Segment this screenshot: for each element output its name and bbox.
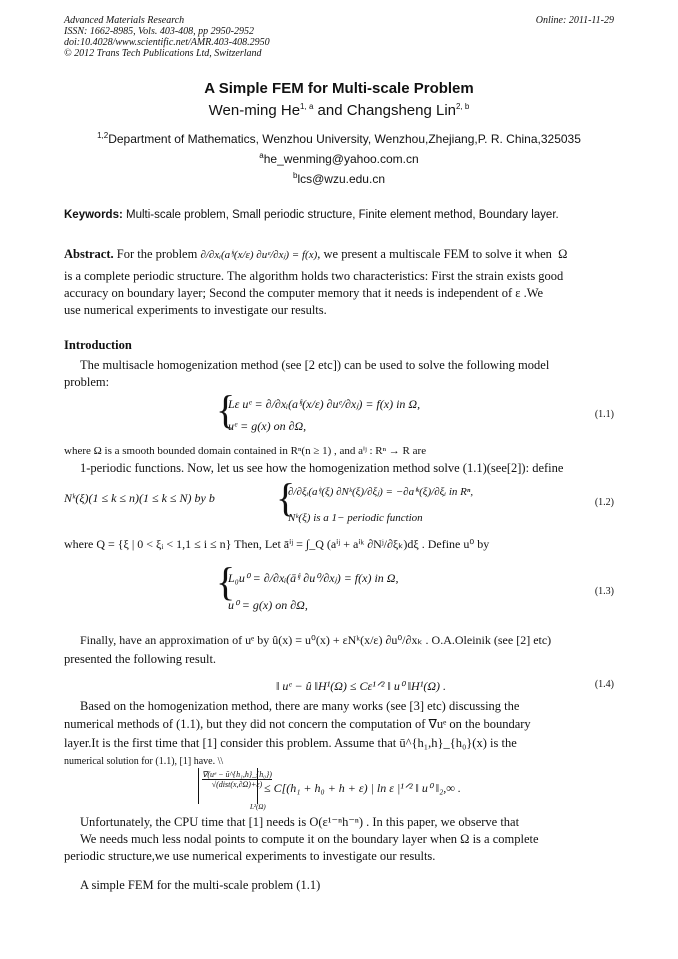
affiliation [0, 131, 678, 146]
intro-p5-line-3: periodic structure,we use numerical experiments to investigate our results. [64, 849, 436, 863]
intro-p1-line-2: problem: [64, 375, 110, 389]
equation-norm-fraction [202, 770, 272, 789]
author-line [0, 102, 678, 119]
intro-p4-line-4: numerical solution for (1.1), [1] have. \\ [64, 756, 224, 767]
equation-norm-numerator: ∇(uᵉ − ū^{h₁,h}_{h₀}) [202, 770, 272, 779]
journal-doi: doi:10.4028/www.scientific.net/AMR.403-408.2950 [64, 37, 270, 48]
abstract-equation: ∂/∂xᵢ(aⁱʲ(x/ε) ∂uᵉ/∂xⱼ) = f(x) [200, 249, 318, 261]
intro-p4-line-2: numerical methods of (1.1), but they did not concern the computation of ∇uᵉ on the boundary [64, 717, 531, 731]
intro-p6: A simple FEM for the multi-scale problem (1.1) [80, 878, 321, 892]
keywords-text: Multi-scale problem, Small periodic structure, Finite element method, Boundary layer. [122, 209, 559, 221]
email-b-sup: b [292, 171, 298, 180]
journal-copyright: © 2012 Trans Tech Publications Ltd, Switzerland [64, 48, 262, 59]
intro-p2-line-1: 1-periodic functions. Now, let us see how the homogenization method solve (1.1)(see[2]): define [80, 461, 564, 475]
equation-1-4: ‖ uᵉ − û ‖H¹(Ω) ≤ Cε¹ᐟ² ‖ u⁰ ‖H¹(Ω) . [276, 679, 446, 693]
author-2-sup: 2, b [456, 102, 470, 111]
email-b-link[interactable]: lcs@wzu.edu.cn [297, 172, 385, 186]
author-1: Wen-ming He [208, 102, 301, 119]
equation-1-3-line-a: L₀u⁰ = ∂/∂xᵢ(āⁱʲ ∂u⁰/∂xⱼ) = f(x) in Ω, [228, 571, 399, 585]
intro-p5-line-2: We needs much less nodal points to compute it on the boundary layer when Ω is a complete [80, 832, 539, 846]
affiliation-text: Department of Mathematics, Wenzhou University, Wenzhou,Zhejiang,P. R. China,325035 [108, 132, 581, 146]
abstract-label: Abstract. [64, 247, 114, 261]
abstract-line-4: use numerical experiments to investigate our results. [64, 303, 327, 317]
email-b [0, 171, 678, 186]
email-a [0, 151, 678, 166]
section-heading-introduction: Introduction [64, 338, 132, 352]
journal-issn: ISSN: 1662-8985, Vols. 403-408, pp 2950-2952 [64, 26, 254, 37]
email-a-sup: a [259, 151, 264, 160]
equation-brace-1-2: { [276, 475, 296, 520]
abstract-line-2: is a complete periodic structure. The algorithm holds two characteristics: First the strain exists good [64, 269, 564, 283]
abstract-line-3: accuracy on boundary layer; Second the computer memory that it needs is independent of ε .We [64, 286, 544, 300]
abstract-post: , we present a multiscale FEM to solve it when Ω [317, 247, 568, 261]
keywords-label: Keywords: [64, 209, 123, 221]
equation-number-1-4: (1.4) [594, 679, 614, 690]
equation-1-2-line-b: Nᵏ(ξ) is a 1− periodic function [288, 512, 423, 524]
intro-p3-line-1: Finally, have an approximation of uᵉ by û(x) = u⁰(x) + εNᵏ(x/ε) ∂u⁰/∂xₖ . O.A.Oleinik (see [2] etc) [80, 633, 552, 647]
equation-brace-1-1: { [216, 387, 236, 432]
abstract-pre: For the problem [113, 247, 201, 261]
intro-p4-line-3: layer.It is the first time that [1] consider this problem. Assume that ū^{h₁,h}_{h₀}(x) is the [64, 736, 517, 750]
journal-name: Advanced Materials Research [64, 15, 185, 26]
online-date: Online: 2011-11-29 [535, 15, 614, 26]
email-a-link[interactable]: he_wenming@yahoo.com.cn [263, 152, 419, 166]
equation-number-1-2: (1.2) [594, 497, 614, 508]
equation-number-1-3: (1.3) [594, 586, 614, 597]
equation-1-1-line-b: uᵉ = g(x) on ∂Ω, [228, 419, 307, 433]
equation-1-1-line-a: Lε uᵉ = ∂/∂xᵢ(aⁱʲ(x/ε) ∂uᵉ/∂xⱼ) = f(x) in Ω, [228, 397, 421, 411]
keywords [64, 209, 559, 221]
journal-info [64, 15, 270, 59]
where-line-1: where Ω is a smooth bounded domain contained in Rⁿ(n ≥ 1) , and aⁱʲ : Rⁿ → R are [64, 445, 427, 457]
author-and: and [313, 102, 347, 119]
equation-brace-1-3: { [216, 559, 236, 604]
intro-p3-line-2: presented the following result. [64, 652, 217, 666]
where-line-2: where Q = {ξ | 0 < ξᵢ < 1,1 ≤ i ≤ n} Then, Let āⁱʲ = ∫_Q (aⁱʲ + aⁱᵏ ∂Nʲ/∂ξₖ)dξ . Define u⁰ by [64, 537, 490, 551]
equation-number-1-1: (1.1) [594, 409, 614, 420]
intro-p1-line-1: The multisacle homogenization method (see [2 etc]) can be used to solve the following model [80, 358, 550, 372]
equation-1-2-left: Nᵏ(ξ)(1 ≤ k ≤ n)(1 ≤ k ≤ N) by b [64, 491, 215, 505]
author-1-sup: 1, a [300, 102, 314, 111]
affiliation-sup: 1,2 [97, 131, 109, 140]
author-2: Changsheng Lin [346, 102, 457, 119]
equation-1-2-line-a: ∂/∂ξᵢ(aⁱʲ(ξ) ∂Nᵏ(ξ)/∂ξⱼ) = −∂aⁱᵏ(ξ)/∂ξᵢ in Rⁿ, [288, 486, 474, 498]
paper-title: A Simple FEM for Multi-scale Problem [204, 80, 474, 97]
intro-p4-line-1: Based on the homogenization method, there are many works (see [3] etc) discussing the [80, 699, 520, 713]
equation-norm-denominator: √(dist(x,∂Ω)+ε) [211, 780, 263, 789]
intro-p5-line-1: Unfortunately, the CPU time that [1] needs is O(ε¹⁻ⁿh⁻ⁿ) . In this paper, we observe that [80, 815, 520, 829]
equation-norm-subscript: L²(Ω) [250, 803, 266, 811]
abstract-line-1 [64, 246, 567, 264]
equation-1-3-line-b: u⁰ = g(x) on ∂Ω, [228, 598, 308, 612]
equation-norm-rhs: ≤ C[(h₁ + h₀ + h + ε) | ln ε |¹ᐟ² ‖ u⁰ ‖₂,∞ . [264, 781, 461, 795]
